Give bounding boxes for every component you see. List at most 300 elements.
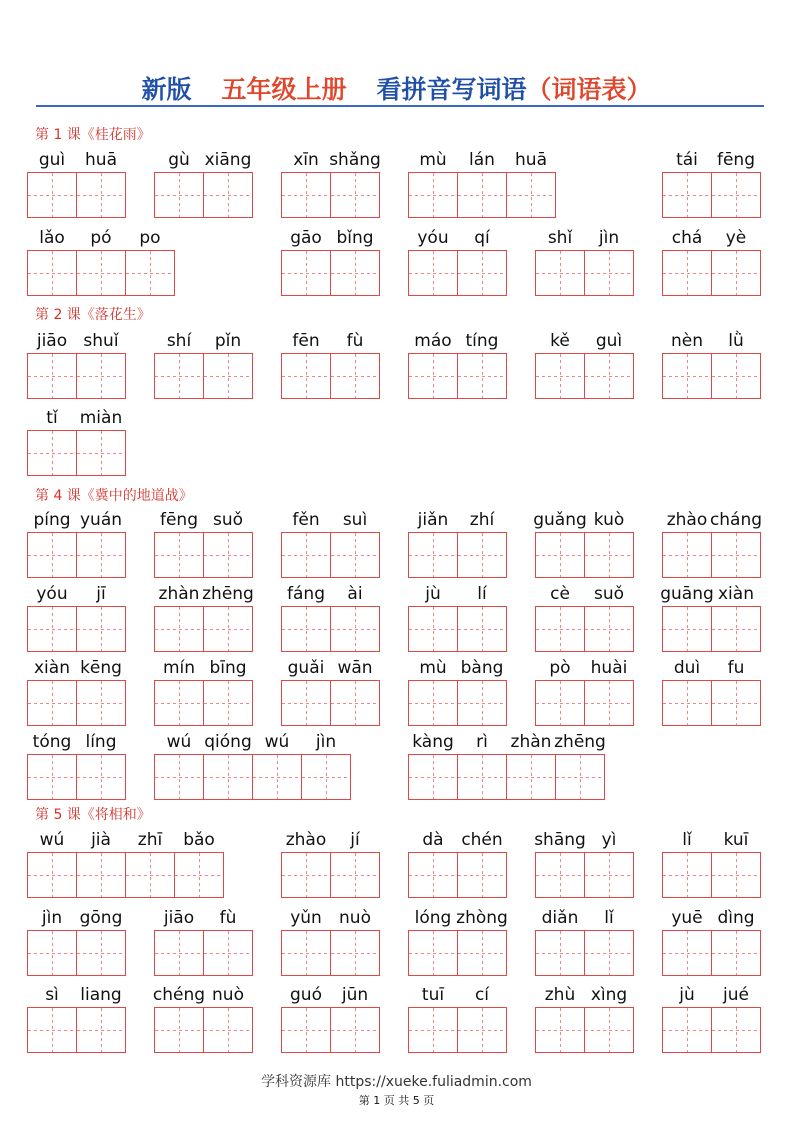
lesson-title: 第 5 课《将相和》 [35, 807, 151, 823]
lesson-title: 第 4 课《冀中的地道战》 [35, 488, 193, 504]
pinyin-syllable: jìn [598, 228, 620, 248]
pinyin-syllable: bǎo [183, 830, 215, 850]
writing-boxes [408, 930, 506, 976]
writing-boxes [408, 250, 506, 296]
pinyin-syllable: cháng [709, 510, 763, 530]
character-box[interactable] [27, 930, 77, 976]
pinyin-syllable: dìng [717, 908, 755, 928]
character-box[interactable] [711, 606, 761, 652]
character-box[interactable] [711, 852, 761, 898]
pinyin-syllable: yóu [417, 228, 449, 248]
character-box[interactable] [408, 606, 458, 652]
pinyin-syllable: fēn [292, 331, 320, 351]
pinyin-syllable: dà [422, 830, 444, 850]
pinyin-syllable: pǐn [214, 331, 242, 351]
title-task: 看拼音写词语 [376, 75, 527, 104]
character-box[interactable] [457, 852, 507, 898]
pinyin-syllable: liang [80, 985, 122, 1005]
pinyin-syllable: qí [474, 228, 490, 248]
pinyin-syllable: guì [38, 150, 66, 170]
character-box[interactable] [76, 852, 126, 898]
pinyin-syllable: jiāo [36, 331, 68, 351]
character-box[interactable] [203, 172, 253, 218]
character-box[interactable] [584, 1007, 634, 1053]
pinyin-syllable: yuán [79, 510, 123, 530]
pinyin-syllable: kēng [80, 658, 122, 678]
writing-boxes [535, 1007, 633, 1053]
pinyin-syllable: duì [673, 658, 701, 678]
pinyin-syllable: fěn [292, 510, 320, 530]
pinyin-syllable: huā [515, 150, 547, 170]
character-box[interactable] [125, 250, 175, 296]
character-box[interactable] [125, 852, 175, 898]
pinyin-syllable: bīng [209, 658, 247, 678]
pinyin-syllable: kě [550, 331, 570, 351]
pinyin-syllable: tǐ [46, 408, 58, 428]
pinyin-syllable: yì [601, 830, 617, 850]
pinyin-syllable: pò [549, 658, 571, 678]
pinyin-syllable: fáng [287, 584, 325, 604]
writing-boxes [27, 172, 125, 218]
pinyin-syllable: sì [45, 985, 59, 1005]
pinyin-syllable: lóng [414, 908, 452, 928]
pinyin-syllable: lǜ [728, 331, 744, 351]
character-box[interactable] [76, 532, 126, 578]
character-box[interactable] [203, 532, 253, 578]
character-box[interactable] [27, 532, 77, 578]
pinyin-syllable: rì [476, 732, 488, 752]
character-box[interactable] [662, 532, 712, 578]
character-box[interactable] [662, 250, 712, 296]
character-box[interactable] [457, 532, 507, 578]
writing-boxes [535, 353, 633, 399]
pinyin-syllable: yè [725, 228, 747, 248]
character-box[interactable] [711, 250, 761, 296]
pinyin-syllable: jiǎn [417, 510, 449, 530]
pinyin-syllable: shāng [534, 830, 586, 850]
pinyin-syllable: jī [96, 584, 106, 604]
writing-boxes [535, 930, 633, 976]
writing-boxes [281, 930, 379, 976]
character-box[interactable] [252, 754, 302, 800]
writing-boxes [408, 606, 506, 652]
pinyin-syllable: jìn [315, 732, 337, 752]
writing-boxes [281, 680, 379, 726]
character-box[interactable] [711, 172, 761, 218]
pinyin-syllable: cí [474, 985, 490, 1005]
character-box[interactable] [27, 606, 77, 652]
character-box[interactable] [457, 250, 507, 296]
writing-boxes [27, 1007, 125, 1053]
pinyin-syllable: zhào [666, 510, 708, 530]
pinyin-syllable: gōng [79, 908, 123, 928]
pinyin-syllable: lán [469, 150, 495, 170]
character-box[interactable] [330, 1007, 380, 1053]
pinyin-syllable: cè [550, 584, 570, 604]
writing-boxes [408, 353, 506, 399]
character-box[interactable] [584, 532, 634, 578]
pinyin-syllable: fu [727, 658, 745, 678]
character-box[interactable] [506, 172, 556, 218]
pinyin-syllable: jué [723, 985, 749, 1005]
pinyin-syllable: zhēng [554, 732, 606, 752]
writing-boxes [408, 532, 506, 578]
character-box[interactable] [27, 250, 77, 296]
pinyin-syllable: zhàn [510, 732, 552, 752]
character-box[interactable] [457, 754, 507, 800]
pinyin-syllable: zhàn [158, 584, 200, 604]
pinyin-syllable: mù [419, 150, 447, 170]
character-box[interactable] [76, 430, 126, 476]
character-box[interactable] [662, 606, 712, 652]
pinyin-syllable: wān [337, 658, 373, 678]
pinyin-syllable: fù [219, 908, 237, 928]
writing-boxes [154, 606, 252, 652]
character-box[interactable] [281, 930, 331, 976]
character-box[interactable] [281, 172, 331, 218]
character-box[interactable] [457, 172, 507, 218]
pinyin-syllable: fēng [159, 510, 198, 530]
writing-boxes [27, 250, 174, 296]
character-box[interactable] [506, 754, 556, 800]
writing-boxes [281, 532, 379, 578]
character-box[interactable] [584, 353, 634, 399]
pinyin-syllable: guì [595, 331, 623, 351]
character-box[interactable] [203, 680, 253, 726]
writing-boxes [662, 680, 760, 726]
footer-page-number: 第 1 页 共 5 页 [358, 1094, 435, 1107]
pinyin-syllable: jù [425, 584, 441, 604]
character-box[interactable] [27, 430, 77, 476]
pinyin-syllable: diǎn [541, 908, 579, 928]
pinyin-syllable: kàng [412, 732, 454, 752]
lesson-title: 第 1 课《桂花雨》 [35, 127, 151, 143]
character-box[interactable] [203, 353, 253, 399]
writing-boxes [662, 250, 760, 296]
pinyin-syllable: po [139, 228, 161, 248]
character-box[interactable] [281, 852, 331, 898]
writing-boxes [281, 353, 379, 399]
character-box[interactable] [27, 353, 77, 399]
pinyin-syllable: tái [676, 150, 698, 170]
pinyin-syllable: shǐ [547, 228, 573, 248]
pinyin-syllable: máo [414, 331, 452, 351]
character-box[interactable] [457, 353, 507, 399]
writing-boxes [154, 353, 252, 399]
pinyin-syllable: guāng [660, 584, 714, 604]
character-box[interactable] [711, 930, 761, 976]
pinyin-syllable: kuò [593, 510, 625, 530]
character-box[interactable] [76, 930, 126, 976]
character-box[interactable] [662, 930, 712, 976]
writing-boxes [27, 606, 125, 652]
pinyin-syllable: bàng [460, 658, 504, 678]
character-box[interactable] [76, 353, 126, 399]
character-box[interactable] [76, 250, 126, 296]
writing-boxes [154, 172, 252, 218]
writing-boxes [408, 1007, 506, 1053]
character-box[interactable] [555, 754, 605, 800]
writing-boxes [662, 930, 760, 976]
pinyin-syllable: xìng [590, 985, 628, 1005]
character-box[interactable] [154, 930, 204, 976]
pinyin-syllable: wú [264, 732, 290, 752]
pinyin-syllable: zhù [544, 985, 576, 1005]
character-box[interactable] [457, 680, 507, 726]
pinyin-syllable: fēng [716, 150, 755, 170]
writing-boxes [27, 430, 125, 476]
pinyin-syllable: chéng [152, 985, 206, 1005]
pinyin-syllable: yuē [671, 908, 703, 928]
pinyin-syllable: gù [168, 150, 190, 170]
character-box[interactable] [535, 930, 585, 976]
character-box[interactable] [76, 1007, 126, 1053]
character-box[interactable] [154, 606, 204, 652]
character-box[interactable] [281, 250, 331, 296]
character-box[interactable] [330, 250, 380, 296]
pinyin-syllable: suǒ [212, 510, 244, 530]
character-box[interactable] [535, 532, 585, 578]
character-box[interactable] [711, 353, 761, 399]
pinyin-syllable: miàn [79, 408, 123, 428]
writing-boxes [154, 754, 350, 800]
writing-boxes [281, 1007, 379, 1053]
title-subtitle: （词语表） [526, 75, 652, 104]
character-box[interactable] [662, 172, 712, 218]
character-box[interactable] [408, 680, 458, 726]
pinyin-syllable: tóng [32, 732, 72, 752]
title-edition: 新版 [141, 75, 192, 104]
character-box[interactable] [457, 1007, 507, 1053]
pinyin-syllable: chá [671, 228, 703, 248]
writing-boxes [408, 172, 555, 218]
character-box[interactable] [457, 930, 507, 976]
character-box[interactable] [535, 606, 585, 652]
character-box[interactable] [584, 930, 634, 976]
character-box[interactable] [711, 1007, 761, 1053]
pinyin-syllable: gāo [290, 228, 322, 248]
pinyin-syllable: wú [166, 732, 192, 752]
character-box[interactable] [330, 606, 380, 652]
character-box[interactable] [154, 754, 204, 800]
writing-boxes [535, 532, 633, 578]
character-box[interactable] [27, 1007, 77, 1053]
pinyin-syllable: jù [679, 985, 695, 1005]
writing-boxes [662, 606, 760, 652]
character-box[interactable] [408, 754, 458, 800]
pinyin-syllable: guó [290, 985, 322, 1005]
writing-boxes [281, 606, 379, 652]
pinyin-syllable: huā [85, 150, 117, 170]
pinyin-syllable: nuò [212, 985, 244, 1005]
pinyin-syllable: jìn [41, 908, 63, 928]
pinyin-syllable: zhòng [456, 908, 508, 928]
character-box[interactable] [408, 852, 458, 898]
character-box[interactable] [27, 754, 77, 800]
pinyin-syllable: pó [90, 228, 112, 248]
character-box[interactable] [662, 1007, 712, 1053]
character-box[interactable] [203, 930, 253, 976]
writing-boxes [662, 1007, 760, 1053]
character-box[interactable] [584, 852, 634, 898]
character-box[interactable] [76, 606, 126, 652]
pinyin-syllable: lí [477, 584, 487, 604]
writing-boxes [662, 353, 760, 399]
pinyin-syllable: zhào [285, 830, 327, 850]
pinyin-syllable: xiāng [204, 150, 252, 170]
pinyin-syllable: jiāo [163, 908, 195, 928]
writing-boxes [281, 852, 379, 898]
character-box[interactable] [174, 852, 224, 898]
character-box[interactable] [584, 606, 634, 652]
character-box[interactable] [535, 852, 585, 898]
pinyin-syllable: nuò [339, 908, 371, 928]
character-box[interactable] [203, 606, 253, 652]
character-box[interactable] [203, 754, 253, 800]
writing-boxes [535, 606, 633, 652]
pinyin-syllable: shí [166, 331, 192, 351]
character-box[interactable] [154, 532, 204, 578]
page-title [0, 70, 793, 106]
character-box[interactable] [662, 353, 712, 399]
writing-boxes [27, 353, 125, 399]
character-box[interactable] [535, 353, 585, 399]
character-box[interactable] [535, 680, 585, 726]
pinyin-syllable: wú [39, 830, 65, 850]
writing-boxes [535, 250, 633, 296]
writing-boxes [662, 852, 760, 898]
pinyin-syllable: chén [461, 830, 503, 850]
writing-boxes [408, 680, 506, 726]
pinyin-syllable: huài [590, 658, 628, 678]
pinyin-syllable: lǎo [39, 228, 65, 248]
writing-boxes [27, 680, 125, 726]
pinyin-syllable: nèn [670, 331, 703, 351]
title-grade: 五年级上册 [221, 75, 347, 104]
pinyin-syllable: xiàn [718, 584, 754, 604]
pinyin-syllable: yǔn [290, 908, 322, 928]
pinyin-syllable: jūn [341, 985, 369, 1005]
writing-boxes [154, 930, 252, 976]
writing-boxes [154, 1007, 252, 1053]
title-divider [36, 105, 764, 107]
pinyin-syllable: zhī [137, 830, 163, 850]
pinyin-syllable: guǎng [533, 510, 587, 530]
character-box[interactable] [27, 172, 77, 218]
character-box[interactable] [535, 1007, 585, 1053]
pinyin-syllable: kuī [723, 830, 749, 850]
character-box[interactable] [711, 532, 761, 578]
character-box[interactable] [330, 852, 380, 898]
pinyin-syllable: zhí [469, 510, 495, 530]
character-box[interactable] [281, 1007, 331, 1053]
pinyin-syllable: fù [346, 331, 364, 351]
pinyin-syllable: lǐ [682, 830, 692, 850]
pinyin-syllable: mín [162, 658, 196, 678]
pinyin-syllable: jià [91, 830, 111, 850]
character-box[interactable] [154, 1007, 204, 1053]
character-box[interactable] [330, 172, 380, 218]
character-box[interactable] [330, 532, 380, 578]
character-box[interactable] [662, 852, 712, 898]
pinyin-syllable: zhēng [202, 584, 254, 604]
pinyin-syllable: shǎng [329, 150, 381, 170]
pinyin-syllable: bǐng [336, 228, 374, 248]
character-box[interactable] [76, 172, 126, 218]
character-box[interactable] [408, 353, 458, 399]
pinyin-syllable: xiàn [34, 658, 70, 678]
writing-boxes [662, 172, 760, 218]
character-box[interactable] [408, 1007, 458, 1053]
writing-boxes [281, 250, 379, 296]
pinyin-syllable: lǐ [604, 908, 614, 928]
character-box[interactable] [27, 852, 77, 898]
character-box[interactable] [281, 532, 331, 578]
pinyin-syllable: píng [33, 510, 71, 530]
footer-source: 学科资源库 https://xueke.fuliadmin.com [261, 1074, 532, 1090]
pinyin-syllable: jí [350, 830, 360, 850]
character-box[interactable] [281, 680, 331, 726]
character-box[interactable] [457, 606, 507, 652]
character-box[interactable] [27, 680, 77, 726]
pinyin-syllable: qióng [204, 732, 252, 752]
writing-boxes [281, 172, 379, 218]
character-box[interactable] [711, 680, 761, 726]
character-box[interactable] [203, 1007, 253, 1053]
pinyin-syllable: mù [419, 658, 447, 678]
character-box[interactable] [408, 532, 458, 578]
pinyin-syllable: suì [342, 510, 368, 530]
character-box[interactable] [408, 930, 458, 976]
character-box[interactable] [662, 680, 712, 726]
pinyin-syllable: ài [347, 584, 363, 604]
character-box[interactable] [330, 353, 380, 399]
character-box[interactable] [584, 680, 634, 726]
character-box[interactable] [301, 754, 351, 800]
character-box[interactable] [281, 606, 331, 652]
character-box[interactable] [330, 930, 380, 976]
pinyin-syllable: shuǐ [83, 331, 119, 351]
character-box[interactable] [154, 172, 204, 218]
character-box[interactable] [535, 250, 585, 296]
pinyin-syllable: guǎi [287, 658, 325, 678]
pinyin-syllable: líng [85, 732, 117, 752]
character-box[interactable] [330, 680, 380, 726]
pinyin-syllable: yóu [36, 584, 68, 604]
writing-boxes [27, 754, 125, 800]
character-box[interactable] [154, 353, 204, 399]
writing-boxes [535, 852, 633, 898]
character-box[interactable] [408, 172, 458, 218]
character-box[interactable] [408, 250, 458, 296]
character-box[interactable] [154, 680, 204, 726]
writing-boxes [408, 754, 604, 800]
pinyin-syllable: suǒ [593, 584, 625, 604]
character-box[interactable] [584, 250, 634, 296]
writing-boxes [662, 532, 760, 578]
pinyin-syllable: tíng [465, 331, 499, 351]
writing-boxes [154, 532, 252, 578]
pinyin-syllable: tuī [421, 985, 445, 1005]
character-box[interactable] [281, 353, 331, 399]
writing-boxes [535, 680, 633, 726]
pinyin-syllable: xīn [293, 150, 319, 170]
writing-boxes [27, 532, 125, 578]
writing-boxes [154, 680, 252, 726]
writing-boxes [27, 852, 223, 898]
character-box[interactable] [76, 680, 126, 726]
character-box[interactable] [76, 754, 126, 800]
